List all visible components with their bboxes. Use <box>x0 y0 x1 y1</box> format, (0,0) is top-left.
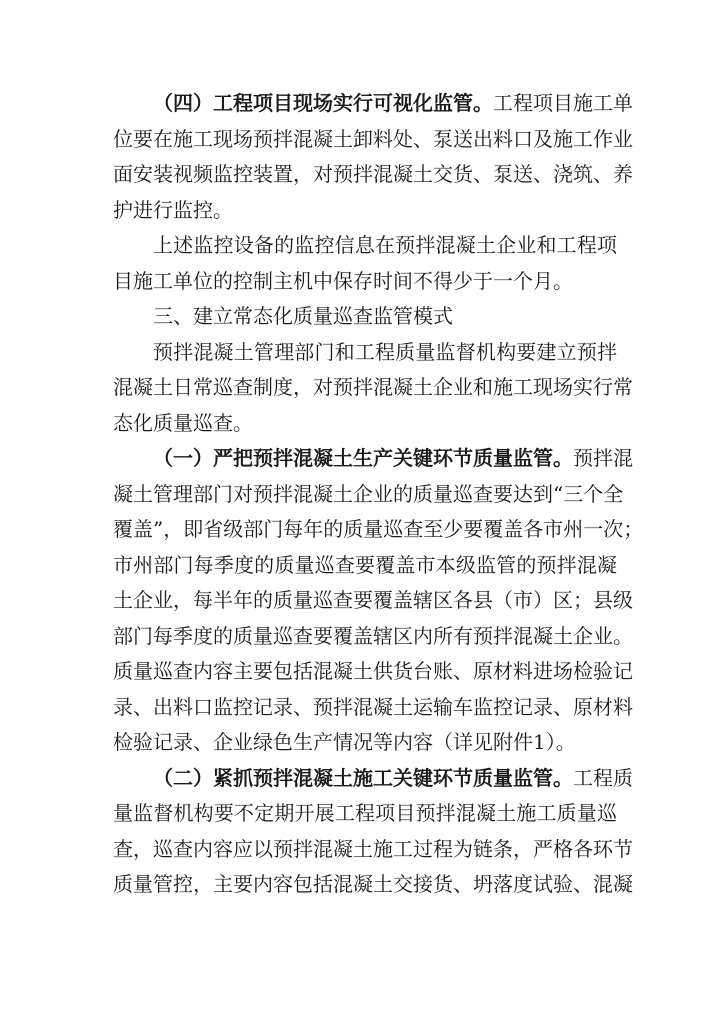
paragraph-line: 位要在施工现场预拌混凝土卸料处、泵送出料口及施工作业 <box>113 126 633 151</box>
paragraph-line: 查，巡查内容应以预拌混凝土施工过程为链条，严格各环节 <box>113 836 633 861</box>
paragraph-line <box>113 441 633 477</box>
paragraph-line: 态化质量巡查。 <box>113 410 253 435</box>
section-heading <box>113 299 617 335</box>
paragraph-bold-lead: （二）紧抓预拌混凝土施工关键环节质量监管。 <box>153 765 573 790</box>
paragraph-line: 土企业，每半年的质量巡查要覆盖辖区各县（市）区；县级 <box>113 588 633 612</box>
paragraph-line: 量监督机构要不定期开展工程项目预拌混凝土施工质量巡 <box>113 801 617 825</box>
paragraph-line: 质量管控，主要内容包括混凝土交接货、坍落度试验、混凝 <box>113 872 633 896</box>
paragraph-text: 工程项目施工单 <box>493 91 633 115</box>
paragraph-line: 录、出料口监控记录、预拌混凝土运输车监控记录、原材料 <box>113 694 633 719</box>
paragraph-line: 凝土管理部门对预拌混凝土企业的质量巡查要达到“三个全 <box>113 481 624 506</box>
paragraph-line: 上述监控设备的监控信息在预拌混凝土企业和工程项 <box>153 233 617 257</box>
paragraph-text: 预拌混 <box>573 446 633 470</box>
paragraph-text: 工程质 <box>573 765 633 790</box>
paragraph-line: 护进行监控。 <box>113 197 233 222</box>
paragraph-visual-supervision <box>113 86 633 228</box>
paragraph-construction-supervision <box>113 761 633 903</box>
paragraph-production-supervision <box>113 441 644 761</box>
paragraph-line: 检验记录、企业绿色生产情况等内容（详见附件1）。 <box>113 730 576 754</box>
paragraph-patrol-system <box>113 335 633 442</box>
paragraph-line: 市州部门每季度的质量巡查要覆盖市本级监管的预拌混凝 <box>113 552 617 577</box>
paragraph-line: 混凝土日常巡查制度，对预拌混凝土企业和施工现场实行常 <box>113 375 633 399</box>
paragraph-line: 质量巡查内容主要包括混凝土供货台账、原材料进场检验记 <box>113 659 633 683</box>
paragraph-bold-lead: （一）严把预拌混凝土生产关键环节质量监管。 <box>153 446 573 470</box>
paragraph-line: 预拌混凝土管理部门和工程质量监督机构要建立预拌 <box>153 339 617 364</box>
paragraph-line: 部门每季度的质量巡查要覆盖辖区内所有预拌混凝土企业。 <box>113 623 633 648</box>
paragraph-monitor-retention <box>113 228 617 299</box>
paragraph-line: 目施工单位的控制主机中保存时间不得少于一个月。 <box>113 268 573 293</box>
document-page <box>113 86 644 903</box>
paragraph-bold-lead: （四）工程项目现场实行可视化监管。 <box>153 91 493 115</box>
paragraph-line <box>113 761 633 797</box>
paragraph-line: 覆盖”，即省级部门每年的质量巡查至少要覆盖各市州一次； <box>113 517 644 541</box>
paragraph-line: 面安装视频监控装置，对预拌混凝土交货、泵送、浇筑、养 <box>113 162 633 186</box>
paragraph-line <box>113 86 633 122</box>
section-title: 三、建立常态化质量巡查监管模式 <box>153 304 453 328</box>
